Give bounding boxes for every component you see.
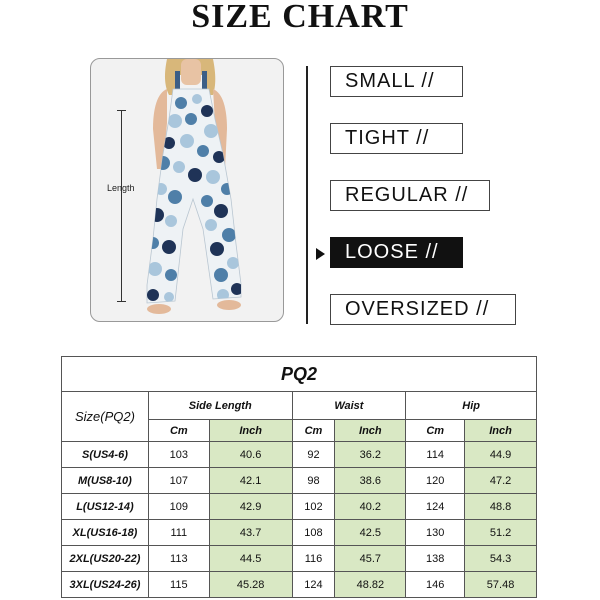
fit-option-oversized: OVERSIZED // xyxy=(330,294,516,325)
table-cell: 48.82 xyxy=(335,572,406,598)
table-cell: 40.2 xyxy=(335,494,406,520)
product-photo xyxy=(90,58,284,322)
table-cell: 130 xyxy=(406,520,465,546)
table-cell: 116 xyxy=(292,546,335,572)
table-cell: 42.1 xyxy=(209,468,292,494)
length-measure-bottom-cap xyxy=(117,301,126,302)
unit-header: Inch xyxy=(209,420,292,442)
table-cell: 138 xyxy=(406,546,465,572)
table-cell: 45.7 xyxy=(335,546,406,572)
table-row xyxy=(62,442,537,468)
table-row xyxy=(62,494,537,520)
table-cell: 38.6 xyxy=(335,468,406,494)
table-row xyxy=(62,468,537,494)
table-cell: 124 xyxy=(406,494,465,520)
table-cell: 45.28 xyxy=(209,572,292,598)
unit-header: Cm xyxy=(292,420,335,442)
length-measure-top-cap xyxy=(117,110,126,111)
table-cell: 42.5 xyxy=(335,520,406,546)
table-cell: 107 xyxy=(148,468,209,494)
table-cell: 115 xyxy=(148,572,209,598)
table-cell: 111 xyxy=(148,520,209,546)
table-cell: 92 xyxy=(292,442,335,468)
size-label: 3XL(US24-26) xyxy=(62,572,149,598)
size-table-body xyxy=(62,442,537,598)
fit-option-regular: REGULAR // xyxy=(330,180,490,211)
unit-header: Inch xyxy=(465,420,537,442)
length-measure-line xyxy=(121,110,122,301)
size-label: L(US12-14) xyxy=(62,494,149,520)
unit-header: Cm xyxy=(406,420,465,442)
table-row xyxy=(62,572,537,598)
unit-header: Cm xyxy=(148,420,209,442)
table-cell: 36.2 xyxy=(335,442,406,468)
fit-pointer-icon xyxy=(316,248,325,260)
table-cell: 124 xyxy=(292,572,335,598)
table-cell: 48.8 xyxy=(465,494,537,520)
table-cell: 146 xyxy=(406,572,465,598)
table-cell: 103 xyxy=(148,442,209,468)
table-cell: 109 xyxy=(148,494,209,520)
size-column-header: Size(PQ2) xyxy=(62,392,149,442)
size-label: XL(US16-18) xyxy=(62,520,149,546)
table-cell: 108 xyxy=(292,520,335,546)
length-measure-label: Length xyxy=(107,183,135,193)
size-label: 2XL(US20-22) xyxy=(62,546,149,572)
table-cell: 114 xyxy=(406,442,465,468)
table-cell: 47.2 xyxy=(465,468,537,494)
table-cell: 102 xyxy=(292,494,335,520)
table-cell: 43.7 xyxy=(209,520,292,546)
table-row xyxy=(62,520,537,546)
fit-option-tight: TIGHT // xyxy=(330,123,463,154)
hip-header: Hip xyxy=(406,392,537,420)
table-cell: 44.9 xyxy=(465,442,537,468)
waist-header: Waist xyxy=(292,392,406,420)
table-cell: 120 xyxy=(406,468,465,494)
table-cell: 44.5 xyxy=(209,546,292,572)
table-cell: 54.3 xyxy=(465,546,537,572)
side-length-header: Side Length xyxy=(148,392,292,420)
fit-scale-divider xyxy=(306,66,308,324)
table-row xyxy=(62,546,537,572)
table-cell: 57.48 xyxy=(465,572,537,598)
table-cell: 51.2 xyxy=(465,520,537,546)
table-cell: 42.9 xyxy=(209,494,292,520)
size-table xyxy=(61,356,537,598)
size-chart-title: SIZE CHART xyxy=(191,0,409,35)
size-label: S(US4-6) xyxy=(62,442,149,468)
table-cell: 98 xyxy=(292,468,335,494)
table-cell: 40.6 xyxy=(209,442,292,468)
table-cell: 113 xyxy=(148,546,209,572)
size-label: M(US8-10) xyxy=(62,468,149,494)
table-code: PQ2 xyxy=(62,357,537,392)
unit-header: Inch xyxy=(335,420,406,442)
fit-option-loose: LOOSE // xyxy=(330,237,463,268)
fit-option-small: SMALL // xyxy=(330,66,463,97)
